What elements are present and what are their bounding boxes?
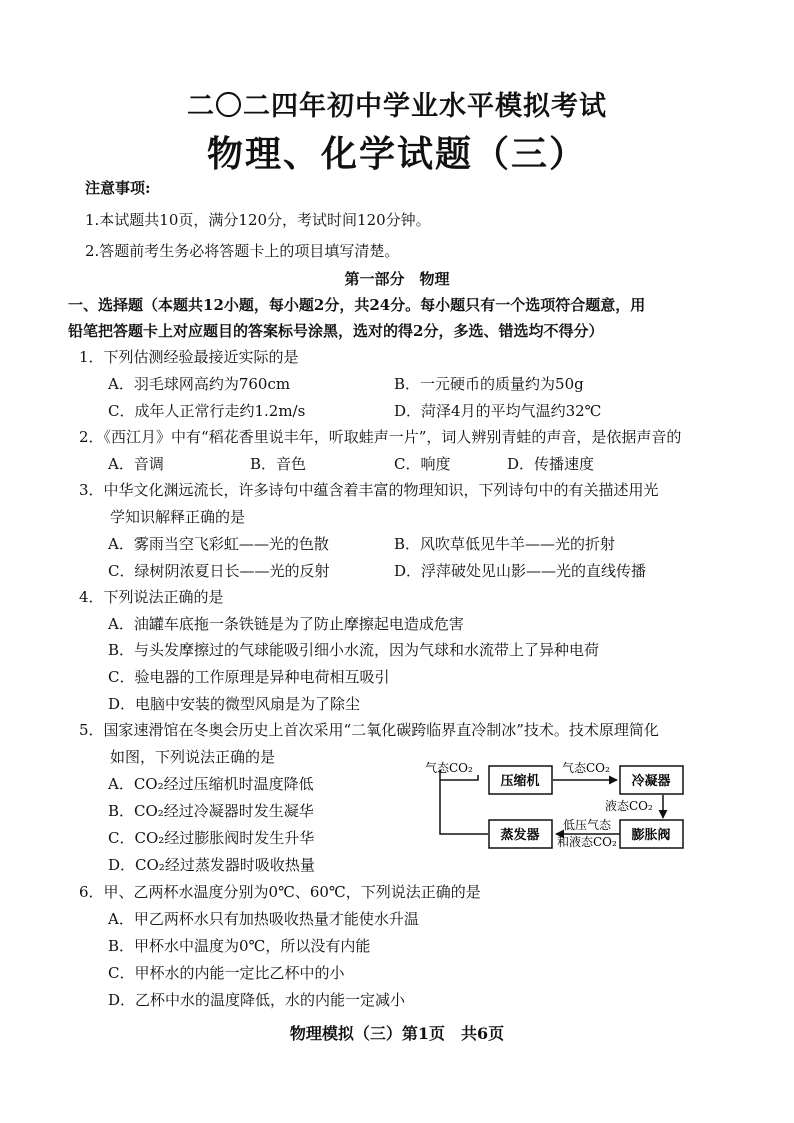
part-title: 第一部分 物理 — [344, 270, 450, 288]
question-3-stem: 3．中华文化渊远流长，许多诗句中蕴含着丰富的物理知识，下列诗句中的有关描述用光 — [79, 481, 659, 499]
question-4-stem: 4．下列说法正确的是 — [79, 588, 224, 606]
exam-title: 二〇二四年初中学业水平模拟考试 — [187, 91, 607, 122]
exam-subtitle: 物理、化学试题（三） — [206, 133, 587, 175]
question-5-option-d: D．CO₂经过蒸发器时吸收热量 — [108, 856, 315, 874]
question-1-option-c: C．成年人正常行走约1.2m/s — [108, 402, 306, 420]
gas-co2-input-label: 气态CO₂ — [425, 761, 473, 775]
question-6-option-a: A．甲乙两杯水只有加热吸收热量才能使水升温 — [108, 910, 419, 928]
section-instruction-line-2: 铅笔把答题卡上对应题目的答案标号涂黑，选对的得2分，多选、错选均不得分） — [68, 322, 604, 340]
question-5-option-c: C．CO₂经过膨胀阀时发生升华 — [108, 829, 315, 847]
question-6-stem: 6．甲、乙两杯水温度分别为0℃、60℃，下列说法正确的是 — [79, 883, 481, 901]
question-5-stem-cont: 如图，下列说法正确的是 — [110, 748, 276, 766]
question-4-option-a: A．油罐车底拖一条铁链是为了防止摩擦起电造成危害 — [108, 615, 464, 633]
question-2-option-d: D．传播速度 — [507, 455, 595, 473]
evaporator-label: 蒸发器 — [500, 828, 540, 843]
section-instruction-line-1: 一、选择题（本题共12小题，每小题2分，共24分。每小题只有一个选项符合题意，用 — [68, 296, 646, 314]
low-pressure-label-1: 低压气态 — [563, 818, 612, 832]
question-4-option-c: C．验电器的工作原理是异种电荷相互吸引 — [108, 668, 390, 686]
compressor-label: 压缩机 — [500, 774, 540, 789]
question-5-option-a: A．CO₂经过压缩机时温度降低 — [108, 775, 314, 793]
question-1-option-a: A．羽毛球网高约为760cm — [108, 375, 291, 393]
question-6-option-d: D．乙杯中水的温度降低，水的内能一定减小 — [108, 991, 406, 1009]
liquid-co2-label: 液态CO₂ — [605, 799, 653, 813]
question-4-option-b: B．与头发摩擦过的气球能吸引细小水流，因为气球和水流带上了异种电荷 — [108, 641, 600, 659]
question-2-option-b: B．音色 — [250, 455, 307, 473]
question-3-option-a: A．雾雨当空飞彩虹——光的色散 — [108, 535, 329, 553]
note-item-1: 1.本试题共10页，满分120分，考试时间120分钟。 — [85, 211, 431, 229]
question-3-option-b: B．风吹草低见牛羊——光的折射 — [394, 535, 616, 553]
page-footer: 物理模拟（三）第1页 共6页 — [289, 1024, 505, 1043]
line-gas-in — [440, 775, 478, 780]
valve-label: 膨胀阀 — [631, 828, 671, 843]
notes-heading: 注意事项: — [85, 179, 151, 197]
question-1-stem: 1．下列估测经验最接近实际的是 — [79, 348, 299, 366]
question-6-option-b: B．甲杯水中温度为0℃，所以没有内能 — [108, 937, 371, 955]
note-item-2: 2.答题前考生务必将答题卡上的项目填写清楚。 — [85, 242, 400, 260]
question-1-option-d: D．菏泽4月的平均气温约32℃ — [394, 402, 602, 420]
question-5-stem: 5．国家速滑馆在冬奥会历史上首次采用“二氧化碳跨临界直冷制冰”技术。技术原理简化 — [79, 721, 659, 739]
question-3-option-d: D．浮萍破处见山影——光的直线传播 — [394, 562, 647, 580]
gas-co2-mid-label: 气态CO₂ — [562, 761, 610, 775]
question-3-option-c: C．绿树阴浓夏日长——光的反射 — [108, 562, 330, 580]
question-2-option-c: C．响度 — [394, 455, 451, 473]
question-2-stem: 2．《西江月》中有“稻花香里说丰年，听取蛙声一片”，词人辨别青蛙的声音，是依据声音的 — [79, 428, 682, 446]
question-2-option-a: A．音调 — [108, 455, 164, 473]
question-5-option-b: B．CO₂经过冷凝器时发生凝华 — [108, 802, 314, 820]
question-4-option-d: D．电脑中安装的微型风扇是为了除尘 — [108, 695, 361, 713]
low-pressure-label-2: 和液态CO₂ — [557, 835, 617, 849]
question-1-option-b: B．一元硬币的质量约为50g — [394, 375, 584, 393]
question-3-stem-cont: 学知识解释正确的是 — [110, 508, 246, 526]
condenser-label: 冷凝器 — [631, 774, 671, 789]
question-6-option-c: C．甲杯水的内能一定比乙杯中的小 — [108, 964, 345, 982]
